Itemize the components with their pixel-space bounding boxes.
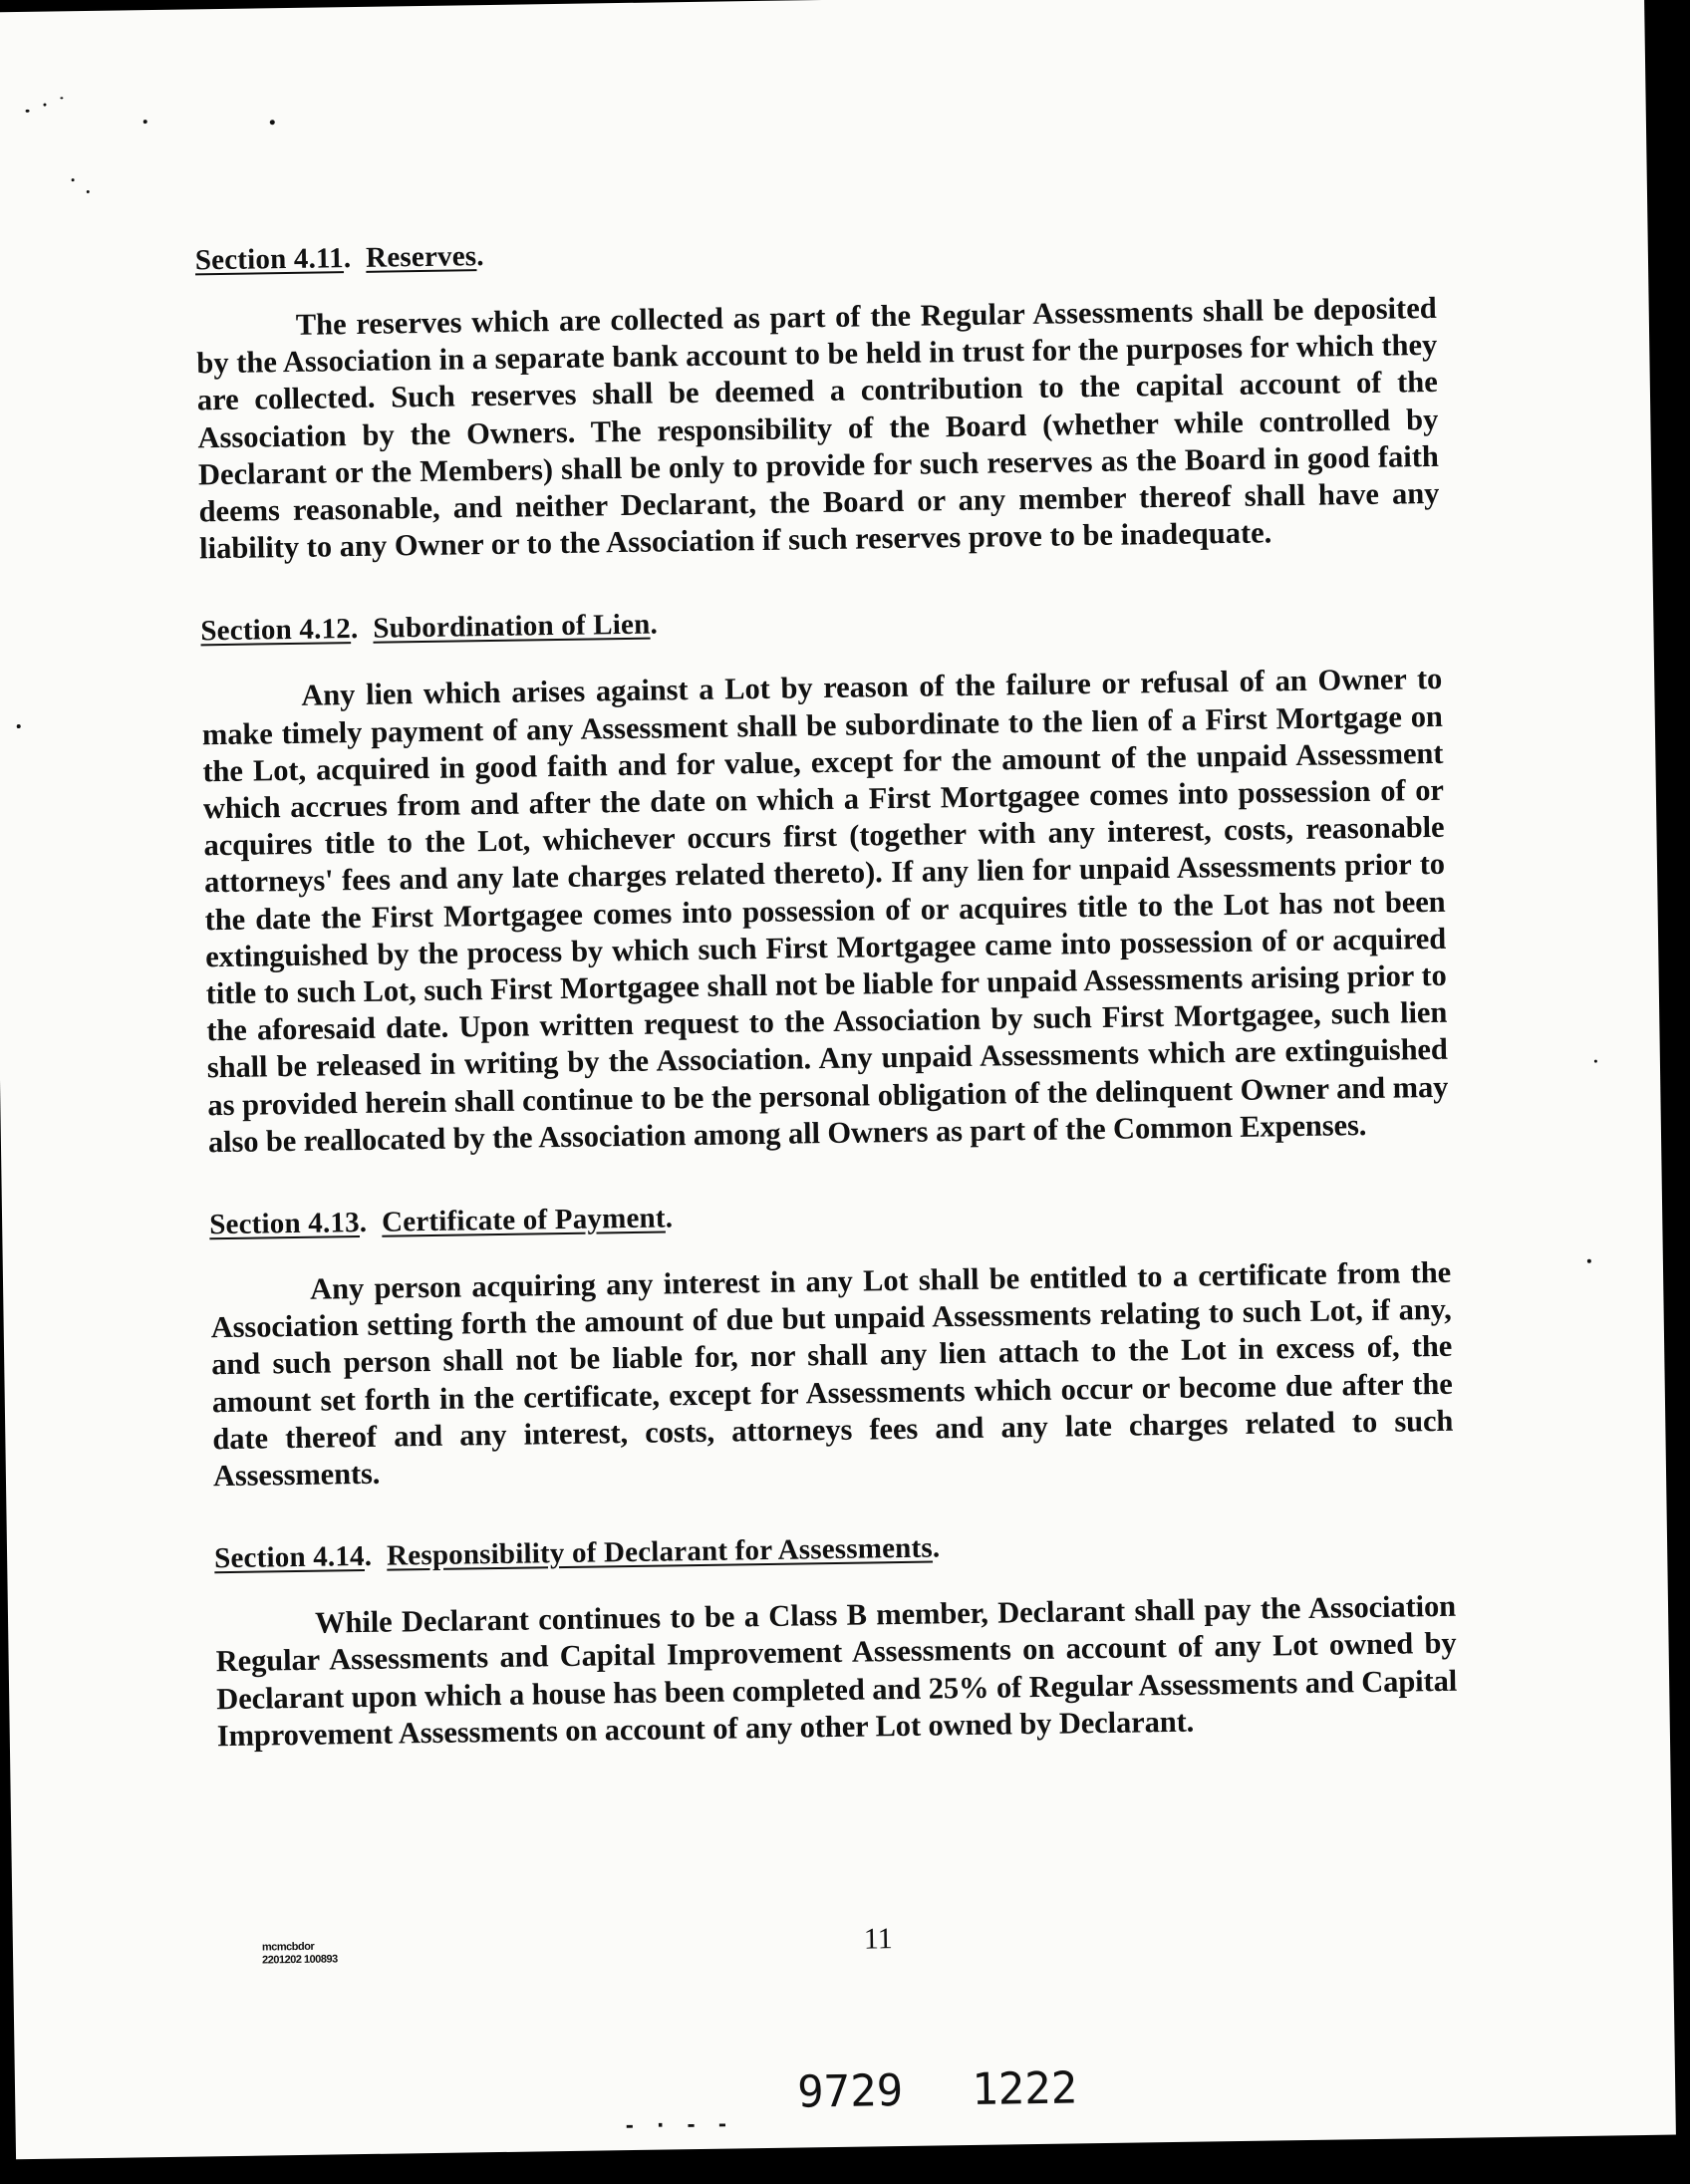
section-title: Responsibility of Declarant for Assessments [386, 1531, 934, 1572]
section-4-14 [214, 1520, 1458, 1755]
document-code-line1: mcmcbdor [261, 1940, 315, 1954]
section-number: Section 4.11 [194, 242, 345, 277]
scan-speck [43, 104, 46, 107]
section-4-12 [200, 593, 1449, 1161]
scan-speck [270, 120, 275, 125]
section-number: Section 4.14 [213, 1540, 366, 1575]
document-code [262, 1940, 338, 1967]
scan-speck [60, 97, 63, 99]
section-paragraph: Any lien which arises against a Lot by reason of the failure or refusal of an Owner to make timely payment of any Assessment shall be subordinate to the lien of a First Mortgage on the Lot, acquired in good faith and for value, except for the amount of the unpaid Assessment which accrues from and after the date on which a First Mortgagee comes into possession of or acquires title to the Lot, whichever occurs first (together with any interest, costs, reasonable attorneys' fees and any late charges related thereto). If any lien for unpaid Assessments prior to the date the First Mortgagee comes into possession of or acquires title to the Lot has not been extinguished by the process by which such First Mortgagee came into possession of or acquired title to such Lot, such First Mortgagee shall not be liable for unpaid Assessments arising prior to the aforesaid date. Upon written request to the Association by such First Mortgagee, such lien shall be released in writing by the Association. Any unpaid Assessments which are extinguished as provided herein shall continue to be the personal obligation of the delinquent Owner and may also be reallocated by the Association among all Owners as part of the Common Expenses. [201, 662, 1449, 1160]
section-paragraph: While Declarant continues to be a Class B member, Declarant shall pay the Association Regular Assessments and Capital Improvement Assessments on account of any Lot owned by Declarant upon which a house has been completed and 25% of Regular Assessments and Capital Improvement Assessments on account of any other Lot owned by Declarant. [215, 1589, 1458, 1754]
section-number: Section 4.12 [200, 613, 352, 648]
section-4-11 [195, 222, 1441, 568]
section-paragraph: Any person acquiring any interest in any Lot shall be entitled to a certificate from the Association setting forth the amount of due but unpaid Assessments relating to such Lot, if any, and such person shall not be liable for, nor shall any lien attach to the Lot in excess of, the amount set forth in the certificate, except for Assessments which occur or become due after the date thereof and any interest, costs, attorneys fees and any late charges related to such Assessments. [210, 1254, 1454, 1494]
section-title: Subordination of Lien [373, 609, 651, 646]
page-number: 11 [863, 1922, 894, 1956]
scan-speck [1594, 1060, 1597, 1063]
section-title: Reserves [365, 240, 477, 274]
scan-speck [87, 190, 90, 193]
scan-speck [143, 120, 147, 124]
section-title: Certificate of Payment [381, 1202, 666, 1238]
scan-speck [1587, 1259, 1591, 1263]
section-heading: Section 4.13. Certificate of Payment. [208, 1202, 674, 1241]
recording-book-number: 9729 [796, 2065, 904, 2118]
scan-speck [72, 178, 75, 181]
stamp-dashes: - · - - [625, 2111, 735, 2138]
document-body [195, 222, 1459, 1798]
section-number: Section 4.13 [208, 1207, 361, 1241]
document-code-line2: 2201202 100893 [262, 1953, 338, 1967]
scan-speck [26, 110, 30, 113]
section-paragraph: The reserves which are collected as part of the Regular Assessments shall be deposited by the Association in a separate bank account to be held in trust for the purposes for which they are collected. Such reserves shall be deemed a contribution to the capital account of the Association by the Owners. The responsibility of the Board (whether while controlled by Declarant or the Members) shall be only to provide for such reserves as the Board in good faith deems reasonable, and neither Declarant, the Board or any member thereof shall have any liability to any Owner or to the Association if such reserves prove to be inadequate. [196, 290, 1440, 566]
section-heading: Section 4.11. Reserves. [194, 240, 484, 277]
section-heading: Section 4.14. Responsibility of Declarant for Assessments. [213, 1531, 941, 1575]
recording-page-number: 1222 [971, 2062, 1078, 2116]
section-heading: Section 4.12. Subordination of Lien. [200, 608, 659, 648]
scan-speck [17, 724, 21, 728]
section-4-13 [209, 1187, 1454, 1496]
